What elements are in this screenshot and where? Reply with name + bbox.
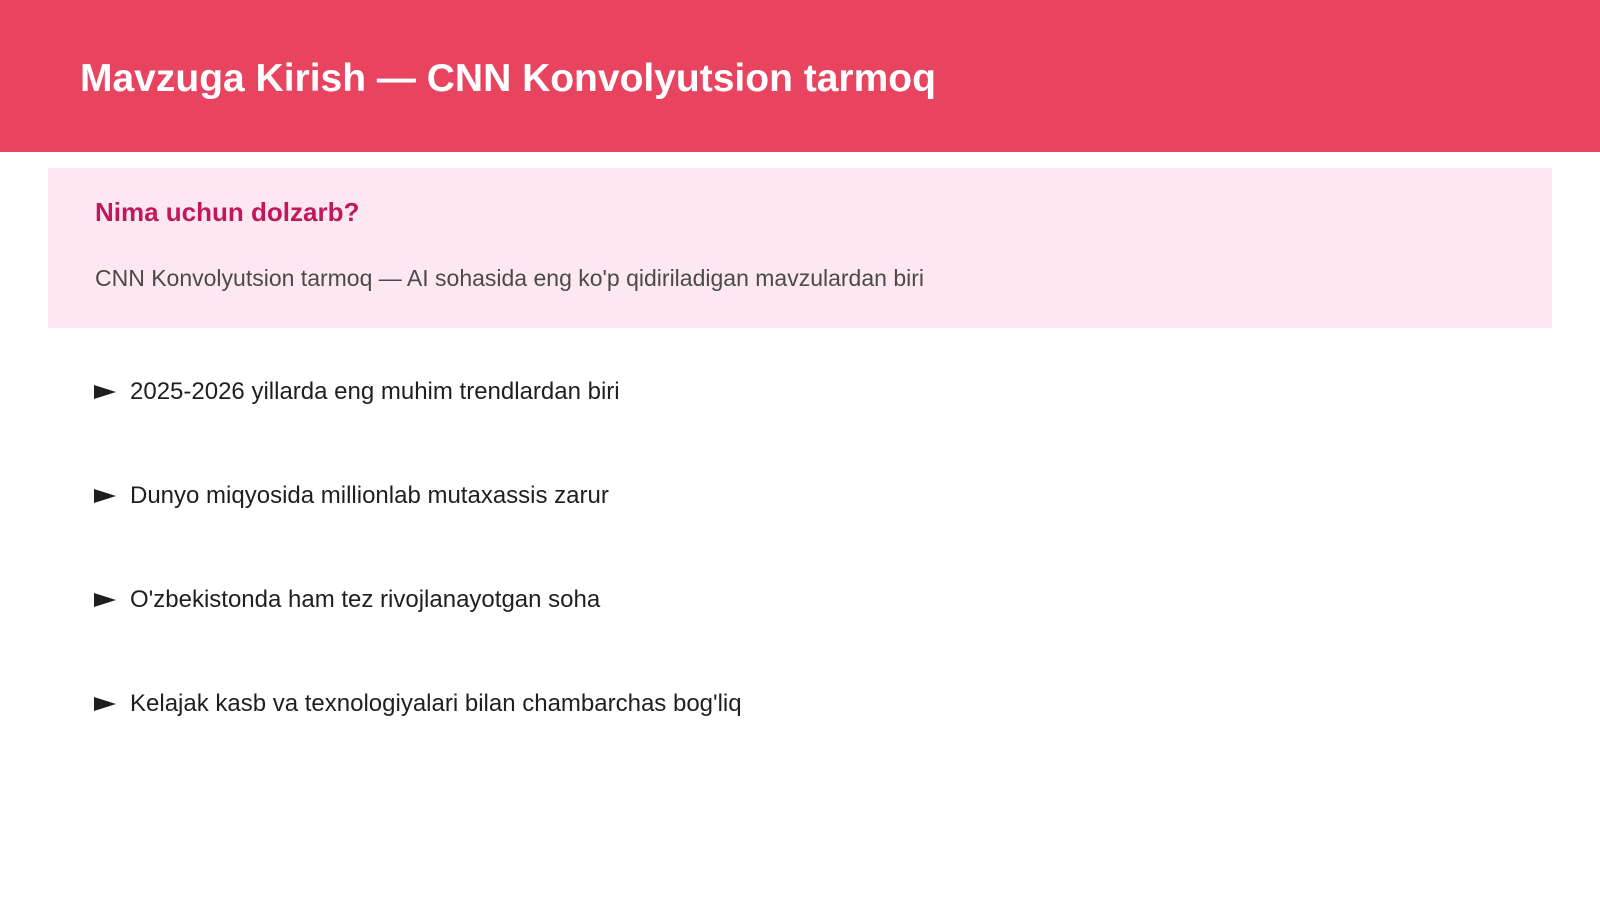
- triangle-right-icon: [94, 385, 116, 399]
- bullet-text: Dunyo miqyosida millionlab mutaxassis zarur: [130, 482, 609, 509]
- triangle-right-icon: [94, 697, 116, 711]
- bullet-item: [94, 684, 1494, 724]
- bullet-text: 2025-2026 yillarda eng muhim trendlardan biri: [130, 378, 620, 405]
- triangle-right-icon: [94, 593, 116, 607]
- header-bar: [0, 0, 1600, 152]
- callout-text: CNN Konvolyutsion tarmoq — AI sohasida eng ko'p qidiriladigan mavzulardan biri: [95, 265, 924, 291]
- callout-box: [48, 168, 1552, 328]
- callout-title: Nima uchun dolzarb?: [95, 197, 360, 227]
- bullet-item: [94, 476, 1494, 516]
- bullet-item: [94, 580, 1494, 620]
- slide-title: Mavzuga Kirish — CNN Konvolyutsion tarmoq: [80, 57, 936, 100]
- bullet-text: Kelajak kasb va texnologiyalari bilan chambarchas bog'liq: [130, 690, 742, 717]
- bullet-item: [94, 372, 1494, 412]
- bullet-text: O'zbekistonda ham tez rivojlanayotgan soha: [130, 586, 601, 613]
- triangle-right-icon: [94, 489, 116, 503]
